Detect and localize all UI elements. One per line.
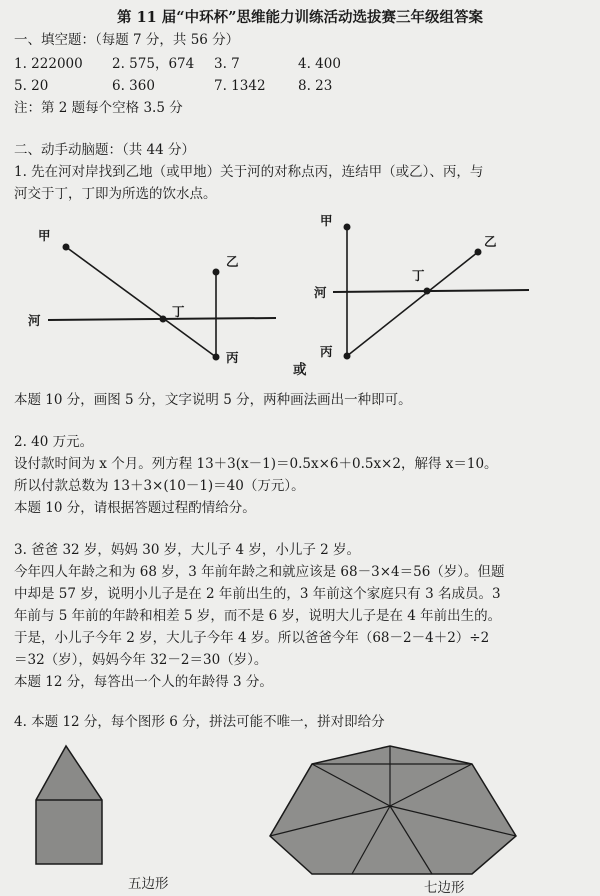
- fig2-label-ding: 丁: [412, 268, 425, 283]
- pentagon-caption: 五边形: [128, 876, 169, 892]
- pentagon-figure: [30, 742, 110, 868]
- q3-line3: 年前与 5 年前的年龄和相差 5 岁，而不是 6 岁，说明大儿子是在 4 年前出生的。: [14, 608, 502, 624]
- answer-3: 3. 7: [214, 56, 240, 72]
- river-figure-2: [300, 210, 600, 380]
- q1-line2: 河交于丁，丁即为所选的饮水点。: [14, 186, 217, 202]
- q3-line4: 于是，小儿子今年 2 岁，大儿子今年 4 岁。所以爸爸今年（68－2－4＋2）÷2: [14, 630, 490, 646]
- fig1-label-jia: 甲: [38, 228, 51, 243]
- answer-6: 6. 360: [112, 78, 155, 94]
- answer-8: 8. 23: [298, 78, 333, 94]
- q3-answer: 3. 爸爸 32 岁，妈妈 30 岁，大儿子 4 岁，小儿子 2 岁。: [14, 542, 361, 558]
- section1-note: 注：第 2 题每个空格 3.5 分: [14, 100, 183, 116]
- q2-line1: 设付款时间为 x 个月。列方程 13＋3(x－1)＝0.5x×6＋0.5x×2，解得 x＝10。: [14, 456, 498, 472]
- answer-4: 4. 400: [298, 56, 341, 72]
- q3-line2: 中却是 57 岁，说明小儿子是在 2 年前出生的，3 年前这个家庭只有 3 名成员。3: [14, 586, 501, 602]
- q3-scoring: 本题 12 分，每答出一个人的年龄得 3 分。: [14, 674, 273, 690]
- answer-1: 1. 222000: [14, 56, 83, 72]
- page-title: 第 11 届“中环杯”思维能力训练活动选拔赛三年级组答案: [117, 9, 483, 26]
- q4-line: 4. 本题 12 分，每个图形 6 分，拼法可能不唯一，拼对即给分: [14, 714, 385, 730]
- q3-line1: 今年四人年龄之和为 68 岁，3 年前年龄之和就应该是 68－3×4＝56（岁）。但题: [14, 564, 505, 580]
- q1-line1: 1. 先在河对岸找到乙地（或甲地）关于河的对称点丙，连结甲（或乙）、丙，与: [14, 164, 484, 180]
- fig1-label-he: 河: [28, 313, 41, 328]
- fig2-label-yi: 乙: [484, 234, 497, 249]
- answer-5: 5. 20: [14, 78, 49, 94]
- fig1-label-yi: 乙: [226, 254, 239, 269]
- fig1-label-bing: 丙: [226, 350, 239, 365]
- answer-2: 2. 575，674: [112, 56, 195, 72]
- fig2-label-jia: 甲: [320, 213, 333, 228]
- fig2-label-he: 河: [314, 285, 327, 300]
- heptagon-caption: 七边形: [424, 880, 465, 896]
- q3-line5: ＝32（岁），妈妈今年 32－2＝30（岁）。: [14, 652, 268, 668]
- section1-heading: 一、填空题：（每题 7 分，共 56 分）: [14, 32, 240, 48]
- fig2-label-bing: 丙: [320, 344, 333, 359]
- answer-7: 7. 1342: [214, 78, 266, 94]
- fig1-label-ding: 丁: [172, 304, 185, 319]
- q2-scoring: 本题 10 分，请根据答题过程酌情给分。: [14, 500, 256, 516]
- q1-scoring: 本题 10 分，画图 5 分，文字说明 5 分，两种画法画出一种即可。: [14, 392, 412, 408]
- heptagon-figure: [250, 742, 550, 882]
- section2-heading: 二、动手动脑题：（共 44 分）: [14, 142, 196, 158]
- or-label: 或: [293, 362, 307, 378]
- q2-line2: 所以付款总数为 13＋3×(10－1)＝40（万元）。: [14, 478, 305, 494]
- q2-answer: 2. 40 万元。: [14, 434, 94, 450]
